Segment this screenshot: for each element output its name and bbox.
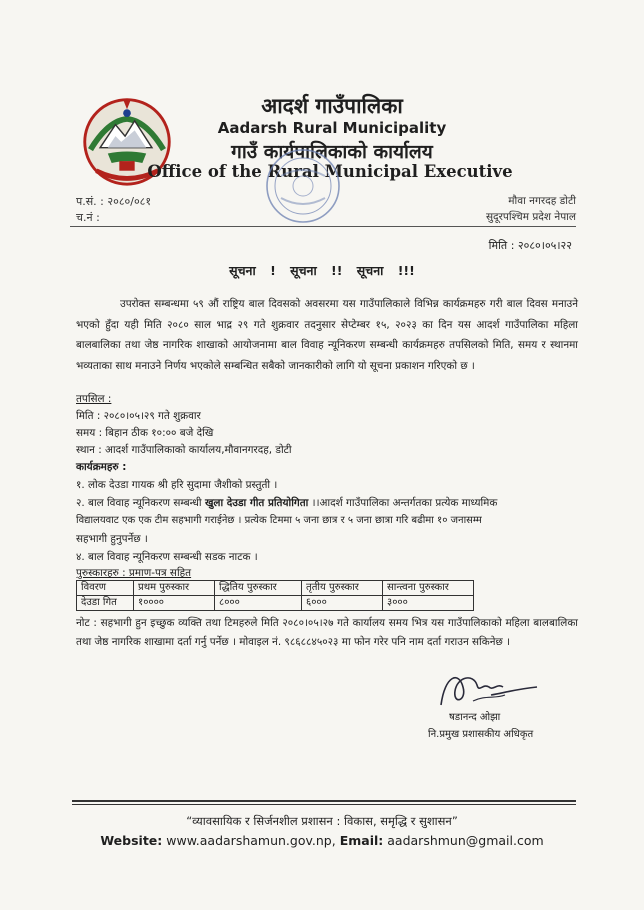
program-item-2-line-2: विद्यालयवाट एक एक टीम सहभागी गराईनेछ । प्रत्येक टिममा ५ जना छात्र र ५ जना छात्रा गरि बढीमा १० जनासम्म [76, 515, 482, 526]
prize-cell: १०००० [134, 596, 215, 611]
program-item-2-line-3: सहभागी हुनुपर्नेछ । [76, 533, 148, 545]
program-item-2 [76, 496, 578, 510]
office-title-nepali: गाउँ कार्यपालिकाको कार्यालय [231, 141, 433, 163]
prize-col-header: विवरण [77, 581, 134, 596]
footer-divider [72, 800, 576, 802]
municipality-title-english: Aadarsh Rural Municipality [217, 119, 447, 137]
details-place: स्थान : आदर्श गाउँपालिकाको कार्यालय,मौवानगरदह, डोटी [76, 444, 292, 456]
program-item-1: १. लोक देउडा गायक श्री हरि सुदामा जैशीको प्रस्तुती । [76, 479, 278, 491]
prize-table-header [77, 581, 474, 596]
address-line-1: मौवा नगरदह डोटी [508, 195, 576, 207]
office-title-english: Office of the Rural Municipal Executive [147, 162, 513, 181]
footer-contact [0, 833, 644, 848]
program-item-2-rest: ।।आदर्श गाउँपालिका अन्तर्गतका प्रत्येक माध्यमिक [311, 497, 498, 509]
prize-cell: ६००० [302, 596, 383, 611]
prize-col-header: द्धितिय पुरुस्कार [215, 581, 302, 596]
municipality-title-nepali: आदर्श गाउँपालिका [261, 94, 403, 118]
email-link[interactable]: aadarshmun@gmail.com [387, 833, 544, 848]
email-label: Email: [339, 833, 384, 848]
programs-heading: कार्यक्रमहरु : [76, 461, 127, 473]
details-date: मिति : २०८०।०५।२९ गते शुक्रवार [76, 410, 201, 422]
website-label: Website: [100, 833, 163, 848]
prize-col-header: तृतीय पुरुस्कार [302, 581, 383, 596]
address-line-2: सुदूरपश्चिम प्रदेश नेपाल [485, 211, 576, 223]
intro-paragraph: उपरोक्त सम्बन्धमा ५९ औं राष्ट्रिय बाल दिवसको अवसरमा यस गाउँपालिकाले विभिन्न कार्यक्रमहरु गरी बाल दिवस मनाउने भएको हुँदा यही मिति २०८० साल भाद्र २९ गते शुक्रवार तदनुसार सेप्टेम्बर १५, २०२३ का दिन यस आदर्श गाउँपालिका महिला बालबालिका तथा जेष्ठ नागरिक शाखाको आयोजनामा बाल विवाह न्यूनिकरण सम्बन्धी कार्यक्रमहरु तपसिलको मिति, समय र स्थानमा भव्यताका साथ मनाउने निर्णय भएकोले सम्बन्धित सबैको जानकारीको लागि यो सूचना प्रकाशन गरिएको छ । [76, 298, 578, 372]
signatory-title: नि.प्रमुख प्रशासकीय अधिकृत [428, 729, 534, 740]
website-link[interactable]: www.aadarshamun.gov.np, [166, 833, 336, 848]
program-item-2-prefix: २. बाल विवाह न्यूनिकरण सम्बन्धी [76, 497, 202, 509]
prize-cell: देउडा गित [77, 596, 134, 611]
footer-divider-thin [72, 804, 576, 805]
footer-motto: “व्यावसायिक र सिर्जनशील प्रशासन : विकास, समृद्धि र सुशासन” [186, 814, 458, 828]
prize-col-header: प्रथम पुरुस्कार [134, 581, 215, 596]
notice-heading: सूचना ! सूचना !! सूचना !!! [229, 263, 415, 278]
office-seal-stamp [263, 146, 343, 226]
program-item-2-highlight: खुला देउडा गीत प्रतियोगिता [204, 497, 309, 509]
details-time: समय : बिहान ठीक १०:०० बजे देखि [76, 427, 214, 439]
prize-table [76, 580, 474, 611]
details-heading: तपसिल : [76, 393, 112, 405]
note-paragraph: नोट : सहभागी हुन इच्छुक व्यक्ति तथा टिमहरुले मिति २०८०।०५।२७ गते कार्यालय समय भित्र यस गाउँपालिकाको महिला बालबालिका तथा जेष्ठ नागरिक शाखामा दर्ता गर्नु पर्नेछ । मोवाइल नं. ९८६८८४५०२३ मा फोन गरेर पनि नाम दर्ता गराउन सकिनेछ । [76, 617, 578, 648]
prize-cell: ३००० [383, 596, 474, 611]
signature-mark [433, 665, 543, 713]
patra-sankhya: प.सं. : २०८०/०८१ [76, 195, 152, 208]
signatory-name: षडानन्द ओझा [449, 712, 501, 723]
prize-col-header: सान्त्वना पुरुस्कार [383, 581, 474, 596]
program-item-4: ४. बाल विवाह न्यूनिकरण सम्बन्धी सडक नाटक । [76, 551, 258, 563]
prizes-heading: पुरुस्कारहरु : प्रमाण-पत्र सहित [76, 567, 192, 579]
notice-date: मिति : २०८०।०५।२२ [488, 239, 572, 252]
prize-cell: ८००० [215, 596, 302, 611]
chalani-number: च.नं : [76, 211, 100, 224]
header-divider [70, 226, 576, 227]
table-row [77, 596, 474, 611]
